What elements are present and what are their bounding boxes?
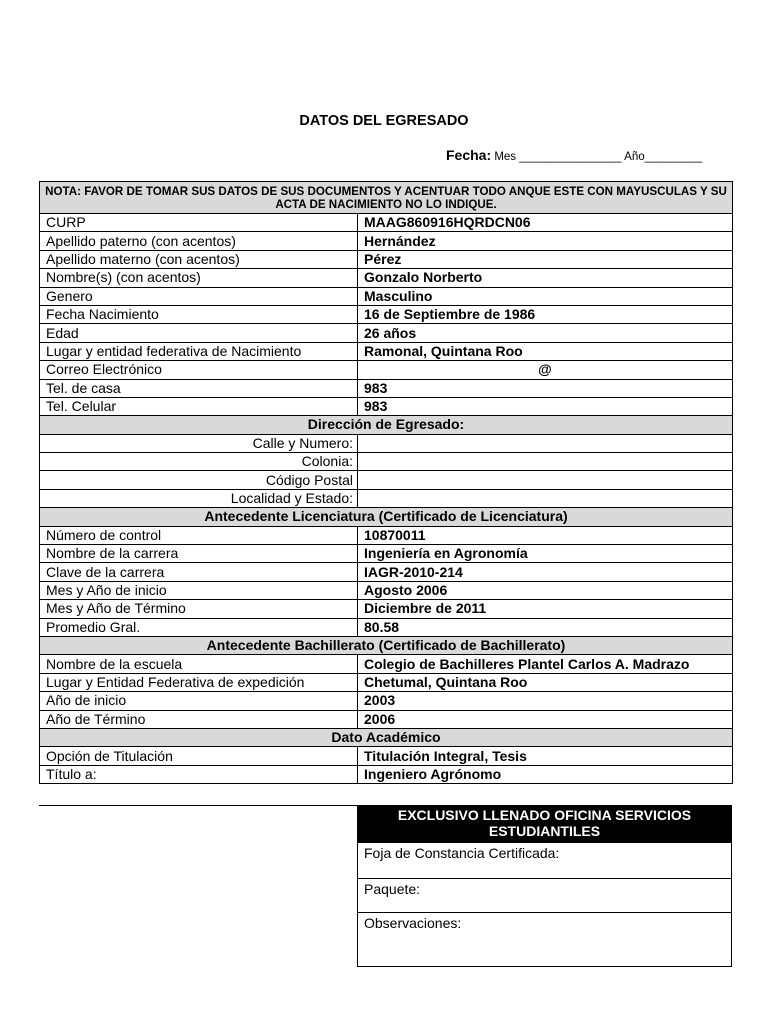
- field-label: Tel. de casa: [40, 379, 358, 397]
- document-title: DATOS DEL EGRESADO: [299, 113, 469, 129]
- field-value[interactable]: [358, 471, 733, 489]
- field-label: Promedio Gral.: [40, 618, 358, 636]
- field-label: Apellido paterno (con acentos): [40, 232, 358, 250]
- field-row-lugar-y-entidad-federativa-de-expedicion: [40, 673, 733, 691]
- licenciatura-section-header: Antecedente Licenciatura (Certificado de Licenciatura): [40, 508, 733, 526]
- field-label: Clave de la carrera: [40, 563, 358, 581]
- field-row-titulo-a: [40, 765, 733, 783]
- field-value[interactable]: @: [358, 361, 733, 379]
- field-label: CURP: [40, 214, 358, 232]
- fecha-label: Fecha:: [446, 147, 492, 163]
- field-label: Lugar y Entidad Federativa de expedición: [40, 673, 358, 691]
- field-row-fecha-nacimiento: [40, 305, 733, 323]
- field-row-curp: [40, 214, 733, 232]
- note-text: NOTA: FAVOR DE TOMAR SUS DATOS DE SUS DOCUMENTOS Y ACENTUAR TODO ANQUE ESTE CON MAYUSCULAS Y SU ACTA DE NACIMIENTO NO LO INDIQUE.: [40, 182, 733, 214]
- office-field-paquete[interactable]: Paquete:: [358, 878, 731, 912]
- field-row-lugar-y-entidad-federativa-de-nacimiento: [40, 342, 733, 360]
- licenciatura-header-row: [40, 508, 733, 526]
- field-value[interactable]: Pérez: [358, 250, 733, 268]
- field-value[interactable]: 2003: [358, 692, 733, 710]
- field-value[interactable]: 80.58: [358, 618, 733, 636]
- field-value[interactable]: Ingeniería en Agronomía: [358, 545, 733, 563]
- divider-line: [39, 805, 357, 806]
- note-row: [40, 182, 733, 214]
- office-field-observaciones[interactable]: Observaciones:: [358, 912, 731, 964]
- field-label: Colonia:: [40, 453, 358, 471]
- field-value[interactable]: [358, 453, 733, 471]
- field-label: Código Postal: [40, 471, 358, 489]
- bachillerato-header-row: [40, 636, 733, 654]
- field-label: Fecha Nacimiento: [40, 305, 358, 323]
- field-row-nombre-s-con-acentos: [40, 269, 733, 287]
- field-value[interactable]: Colegio de Bachilleres Plantel Carlos A. Madrazo: [358, 655, 733, 673]
- office-use-header: EXCLUSIVO LLENADO OFICINA SERVICIOS ESTUDIANTILES: [358, 806, 731, 842]
- field-value[interactable]: 26 años: [358, 324, 733, 342]
- fecha-mes-blank[interactable]: Mes ________________: [494, 151, 622, 163]
- field-label: Apellido materno (con acentos): [40, 250, 358, 268]
- field-row-clave-de-la-carrera: [40, 563, 733, 581]
- field-label: Calle y Numero:: [40, 434, 358, 452]
- field-label: Año de Término: [40, 710, 358, 728]
- field-value[interactable]: Masculino: [358, 287, 733, 305]
- fecha-anio-blank[interactable]: Año_________: [624, 151, 703, 163]
- field-value[interactable]: Diciembre de 2011: [358, 600, 733, 618]
- field-label: Edad: [40, 324, 358, 342]
- field-row-tel-celular: [40, 397, 733, 415]
- field-row-localidad-y-estado: [40, 489, 733, 507]
- field-row-calle-y-numero: [40, 434, 733, 452]
- field-row-colonia: [40, 453, 733, 471]
- field-label: Mes y Año de Término: [40, 600, 358, 618]
- field-value[interactable]: MAAG860916HQRDCN06: [358, 214, 733, 232]
- field-row-mes-y-ano-de-inicio: [40, 581, 733, 599]
- field-row-nombre-de-la-escuela: [40, 655, 733, 673]
- address-header-row: [40, 416, 733, 434]
- field-label: Localidad y Estado:: [40, 489, 358, 507]
- academico-section-header: Dato Académico: [40, 728, 733, 746]
- field-row-genero: [40, 287, 733, 305]
- field-value[interactable]: Ramonal, Quintana Roo: [358, 342, 733, 360]
- field-value[interactable]: Ingeniero Agrónomo: [358, 765, 733, 783]
- field-label: Nombre de la carrera: [40, 545, 358, 563]
- field-value[interactable]: Titulación Integral, Tesis: [358, 747, 733, 765]
- field-label: Mes y Año de inicio: [40, 581, 358, 599]
- field-value[interactable]: 16 de Septiembre de 1986: [358, 305, 733, 323]
- field-value[interactable]: [358, 434, 733, 452]
- field-row-codigo-postal: [40, 471, 733, 489]
- field-row-apellido-materno-con-acentos: [40, 250, 733, 268]
- office-use-box: [357, 805, 732, 967]
- field-label: Genero: [40, 287, 358, 305]
- field-row-correo-electronico: [40, 361, 733, 379]
- fecha-line: [446, 147, 702, 163]
- field-row-tel-de-casa: [40, 379, 733, 397]
- field-row-ano-de-inicio: [40, 692, 733, 710]
- field-row-numero-de-control: [40, 526, 733, 544]
- field-label: Título a:: [40, 765, 358, 783]
- field-label: Nombre(s) (con acentos): [40, 269, 358, 287]
- field-label: Lugar y entidad federativa de Nacimiento: [40, 342, 358, 360]
- field-row-edad: [40, 324, 733, 342]
- field-row-opcion-de-titulacion: [40, 747, 733, 765]
- address-section-header: Dirección de Egresado:: [40, 416, 733, 434]
- field-value[interactable]: 983: [358, 379, 733, 397]
- field-value[interactable]: Gonzalo Norberto: [358, 269, 733, 287]
- field-value[interactable]: [358, 489, 733, 507]
- field-value[interactable]: Agosto 2006: [358, 581, 733, 599]
- field-value[interactable]: 983: [358, 397, 733, 415]
- field-row-promedio-gral: [40, 618, 733, 636]
- field-row-apellido-paterno-con-acentos: [40, 232, 733, 250]
- bachillerato-section-header: Antecedente Bachillerato (Certificado de Bachillerato): [40, 636, 733, 654]
- academico-header-row: [40, 728, 733, 746]
- field-row-mes-y-ano-de-termino: [40, 600, 733, 618]
- field-label: Tel. Celular: [40, 397, 358, 415]
- graduate-data-table: [39, 181, 733, 784]
- field-value[interactable]: IAGR-2010-214: [358, 563, 733, 581]
- field-value[interactable]: Chetumal, Quintana Roo: [358, 673, 733, 691]
- field-value[interactable]: 2006: [358, 710, 733, 728]
- field-row-ano-de-termino: [40, 710, 733, 728]
- field-label: Opción de Titulación: [40, 747, 358, 765]
- field-row-nombre-de-la-carrera: [40, 545, 733, 563]
- field-value[interactable]: 10870011: [358, 526, 733, 544]
- field-label: Año de inicio: [40, 692, 358, 710]
- field-value[interactable]: Hernández: [358, 232, 733, 250]
- field-label: Nombre de la escuela: [40, 655, 358, 673]
- office-field-foja[interactable]: Foja de Constancia Certificada:: [358, 842, 731, 878]
- field-label: Correo Electrónico: [40, 361, 358, 379]
- field-label: Número de control: [40, 526, 358, 544]
